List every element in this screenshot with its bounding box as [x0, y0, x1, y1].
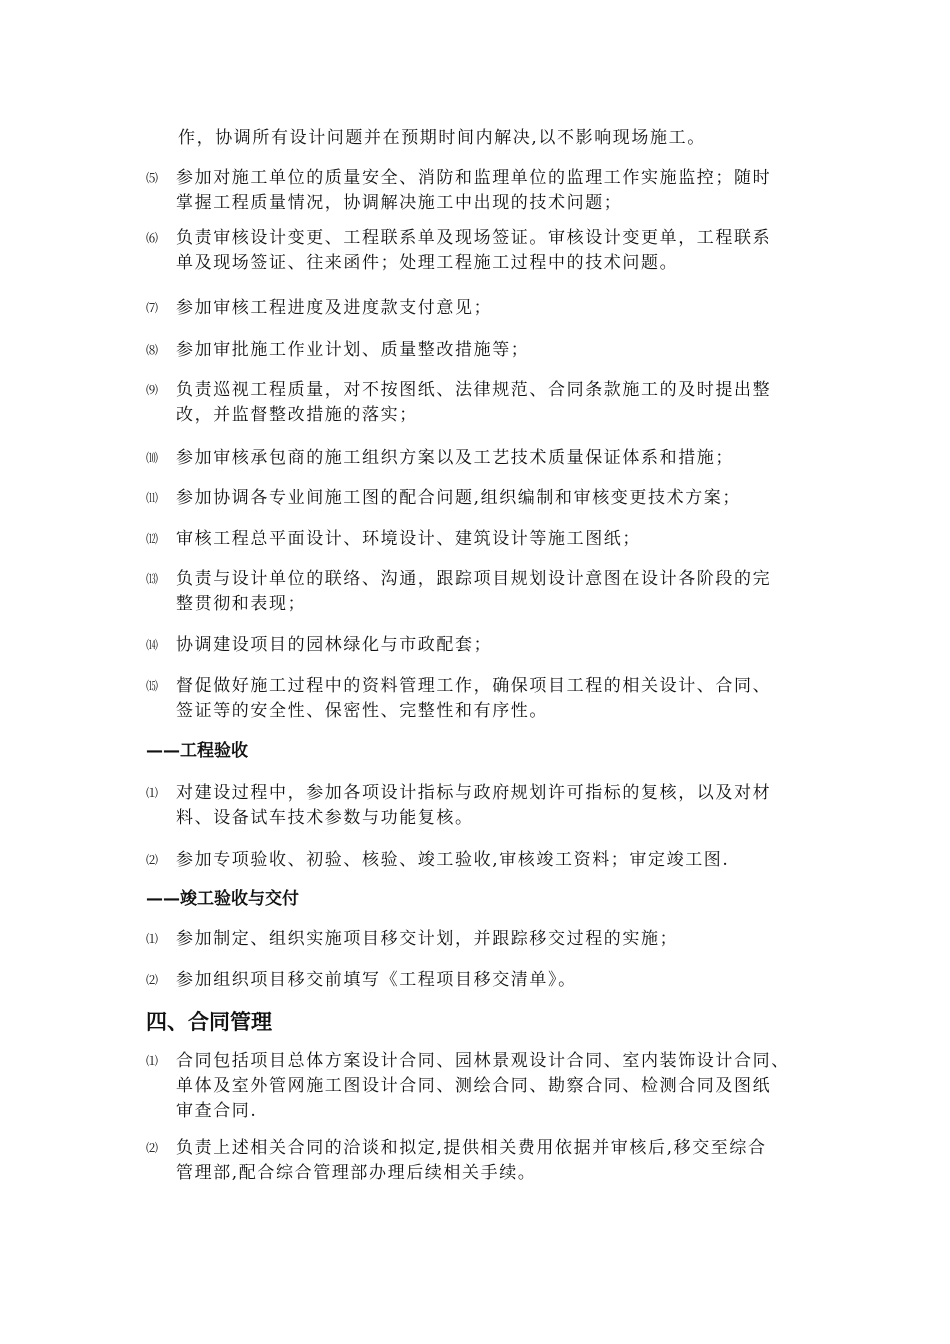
item-number: ⑴	[146, 786, 159, 800]
item-number: ⑸	[146, 171, 159, 185]
item-number: ⑹	[146, 231, 159, 245]
continuation-line: 作，协调所有设计问题并在预期时间内解决,以不影响现场施工。	[178, 128, 706, 148]
item-text-line: 参加审批施工作业计划、质量整改措施等；	[176, 340, 530, 360]
item-text-line: 掌握工程质量情况，协调解决施工中出现的技术问题；	[176, 193, 623, 213]
item-number: ⑵	[146, 1141, 159, 1155]
item-text-line: 审核工程总平面设计、环境设计、建筑设计等施工图纸；	[176, 529, 641, 549]
item-number: ⑼	[146, 383, 159, 397]
item-text-line: 审查合同.	[176, 1101, 258, 1121]
item-number: ⑽	[146, 451, 159, 465]
item-number: ⒁	[146, 638, 159, 652]
item-text-line: 参加制定、组织实施项目移交计划，并跟踪移交过程的实施；	[176, 929, 679, 949]
item-text-line: 签证等的安全性、保密性、完整性和有序性。	[176, 701, 548, 721]
item-text-line: 参加专项验收、初验、核验、竣工验收,审核竣工资料；审定竣工图.	[176, 850, 730, 870]
item-number: ⒀	[146, 572, 159, 586]
item-text-line: 负责上述相关合同的洽谈和拟定,提供相关费用依据并审核后,移交至综合	[176, 1138, 767, 1158]
item-number: ⑴	[146, 932, 159, 946]
section-heading-contract-management: 四、合同管理	[146, 1010, 272, 1034]
item-text-line: 单体及室外管网施工图设计合同、测绘合同、勘察合同、检测合同及图纸	[176, 1076, 772, 1096]
item-text-line: 负责与设计单位的联络、沟通，跟踪项目规划设计意图在设计各阶段的完	[176, 569, 772, 589]
item-number: ⑾	[146, 491, 159, 505]
item-number: ⑺	[146, 301, 159, 315]
item-text-line: 对建设过程中，参加各项设计指标与政府规划许可指标的复核，以及对材	[176, 783, 772, 803]
item-text-line: 督促做好施工过程中的资料管理工作，确保项目工程的相关设计、合同、	[176, 676, 772, 696]
item-text-line: 参加组织项目移交前填写《工程项目移交清单》。	[176, 970, 577, 990]
item-text-line: 改，并监督整改措施的落实；	[176, 405, 418, 425]
item-text-line: 负责巡视工程质量，对不按图纸、法律规范、合同条款施工的及时提出整	[176, 380, 772, 400]
item-number: ⒂	[146, 679, 159, 693]
item-text-line: 合同包括项目总体方案设计合同、园林景观设计合同、室内装饰设计合同、	[176, 1051, 790, 1071]
item-number: ⑴	[146, 1054, 159, 1068]
item-text-line: 料、设备试车技术参数与功能复核。	[176, 808, 474, 828]
item-text-line: 负责审核设计变更、工程联系单及现场签证。审核设计变更单，工程联系	[176, 228, 772, 248]
item-text-line: 整贯彻和表现；	[176, 594, 307, 614]
item-text-line: 参加对施工单位的质量安全、消防和监理单位的监理工作实施监控；随时	[176, 168, 772, 188]
item-text-line: 参加协调各专业间施工图的配合问题,组织编制和审核变更技术方案；	[176, 488, 742, 508]
item-number: ⑵	[146, 973, 159, 987]
item-text-line: 协调建设项目的园林绿化与市政配套；	[176, 635, 493, 655]
item-number: ⑻	[146, 343, 159, 357]
item-text-line: 参加审核工程进度及进度款支付意见；	[176, 298, 493, 318]
item-number: ⑿	[146, 532, 159, 546]
item-text-line: 参加审核承包商的施工组织方案以及工艺技术质量保证体系和措施；	[176, 448, 734, 468]
item-text-line: 单及现场签证、往来函件；处理工程施工过程中的技术问题。	[176, 253, 679, 273]
item-text-line: 管理部,配合综合管理部办理后续相关手续。	[176, 1163, 537, 1183]
subheading-handover: ——竣工验收与交付	[146, 889, 299, 909]
subheading-acceptance: ——工程验收	[146, 741, 248, 761]
item-number: ⑵	[146, 853, 159, 867]
